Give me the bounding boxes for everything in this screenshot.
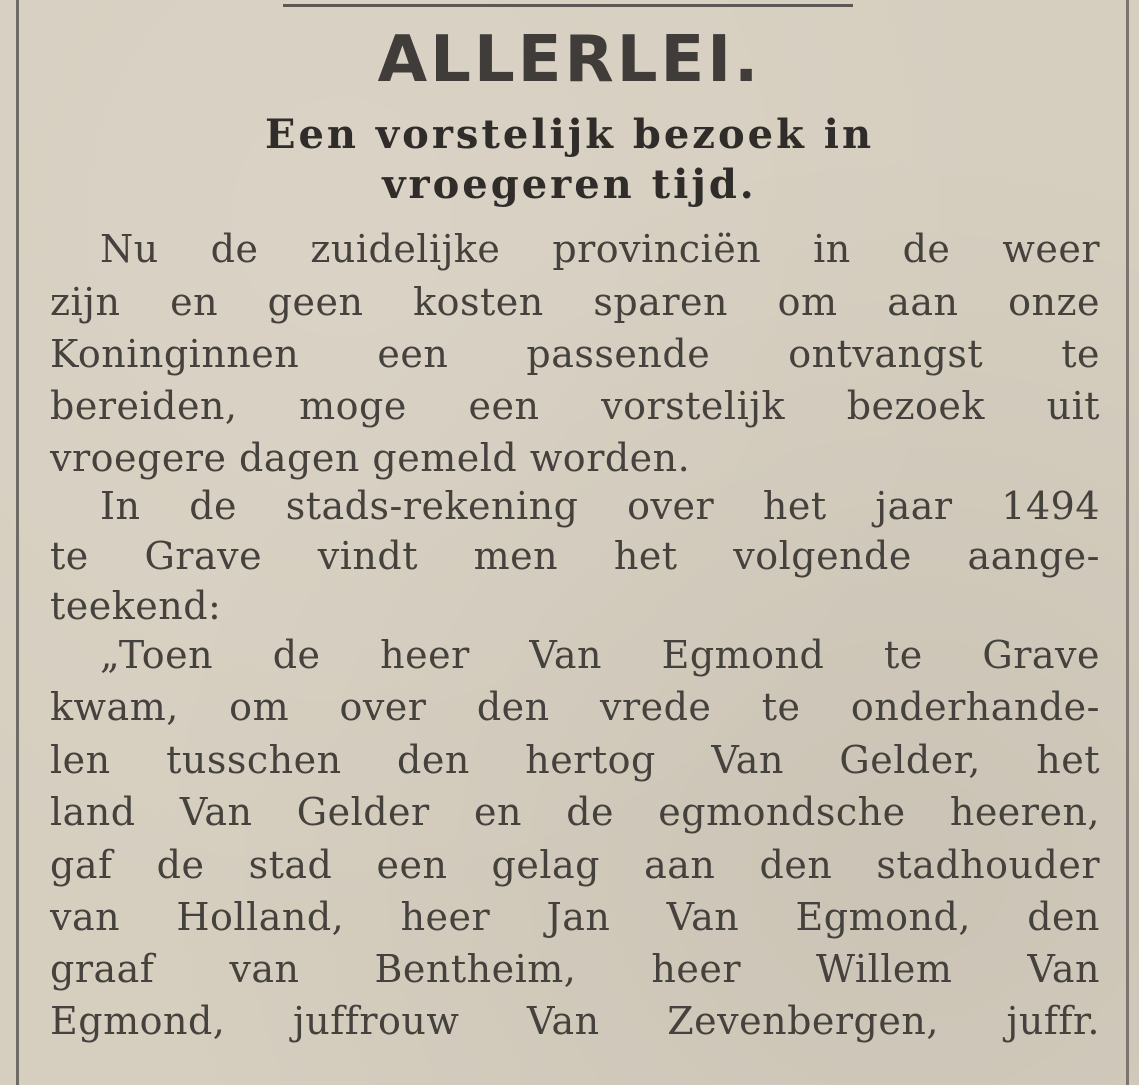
body-line: land Van Gelder en de egmondsche heeren,	[50, 790, 1100, 834]
body-line: „Toen de heer Van Egmond te Grave	[100, 633, 1100, 677]
body-line: bereiden, moge een vorstelijk bezoek uit	[50, 384, 1100, 428]
body-line: gaf de stad een gelag aan den stadhouder	[50, 843, 1100, 887]
body-line: Koninginnen een passende ontvangst te	[50, 332, 1100, 376]
body-line: teekend:	[50, 584, 222, 628]
section-title: ALLERLEI.	[377, 23, 762, 97]
top-rule	[283, 4, 853, 7]
body-line: te Grave vindt men het volgende aange-	[50, 534, 1100, 578]
body-line: Nu de zuidelijke provinciën in de weer	[100, 227, 1100, 271]
body-line: Egmond, juffrouw Van Zevenbergen, juffr.	[50, 999, 1100, 1043]
body-line: vroegere dagen gemeld worden.	[50, 436, 691, 480]
headline-line-1: Een vorstelijk bezoek in	[264, 111, 875, 158]
body-line: graaf van Bentheim, heer Willem Van	[50, 947, 1100, 991]
headline-line-2: vroegeren tijd.	[382, 161, 757, 208]
body-line: van Holland, heer Jan Van Egmond, den	[50, 895, 1100, 939]
body-line: zijn en geen kosten sparen om aan onze	[50, 280, 1100, 324]
body-line: kwam, om over den vrede te onderhande-	[50, 685, 1100, 729]
body-line: len tusschen den hertog Van Gelder, het	[50, 738, 1100, 782]
body-line: In de stads-rekening over het jaar 1494	[100, 484, 1100, 528]
